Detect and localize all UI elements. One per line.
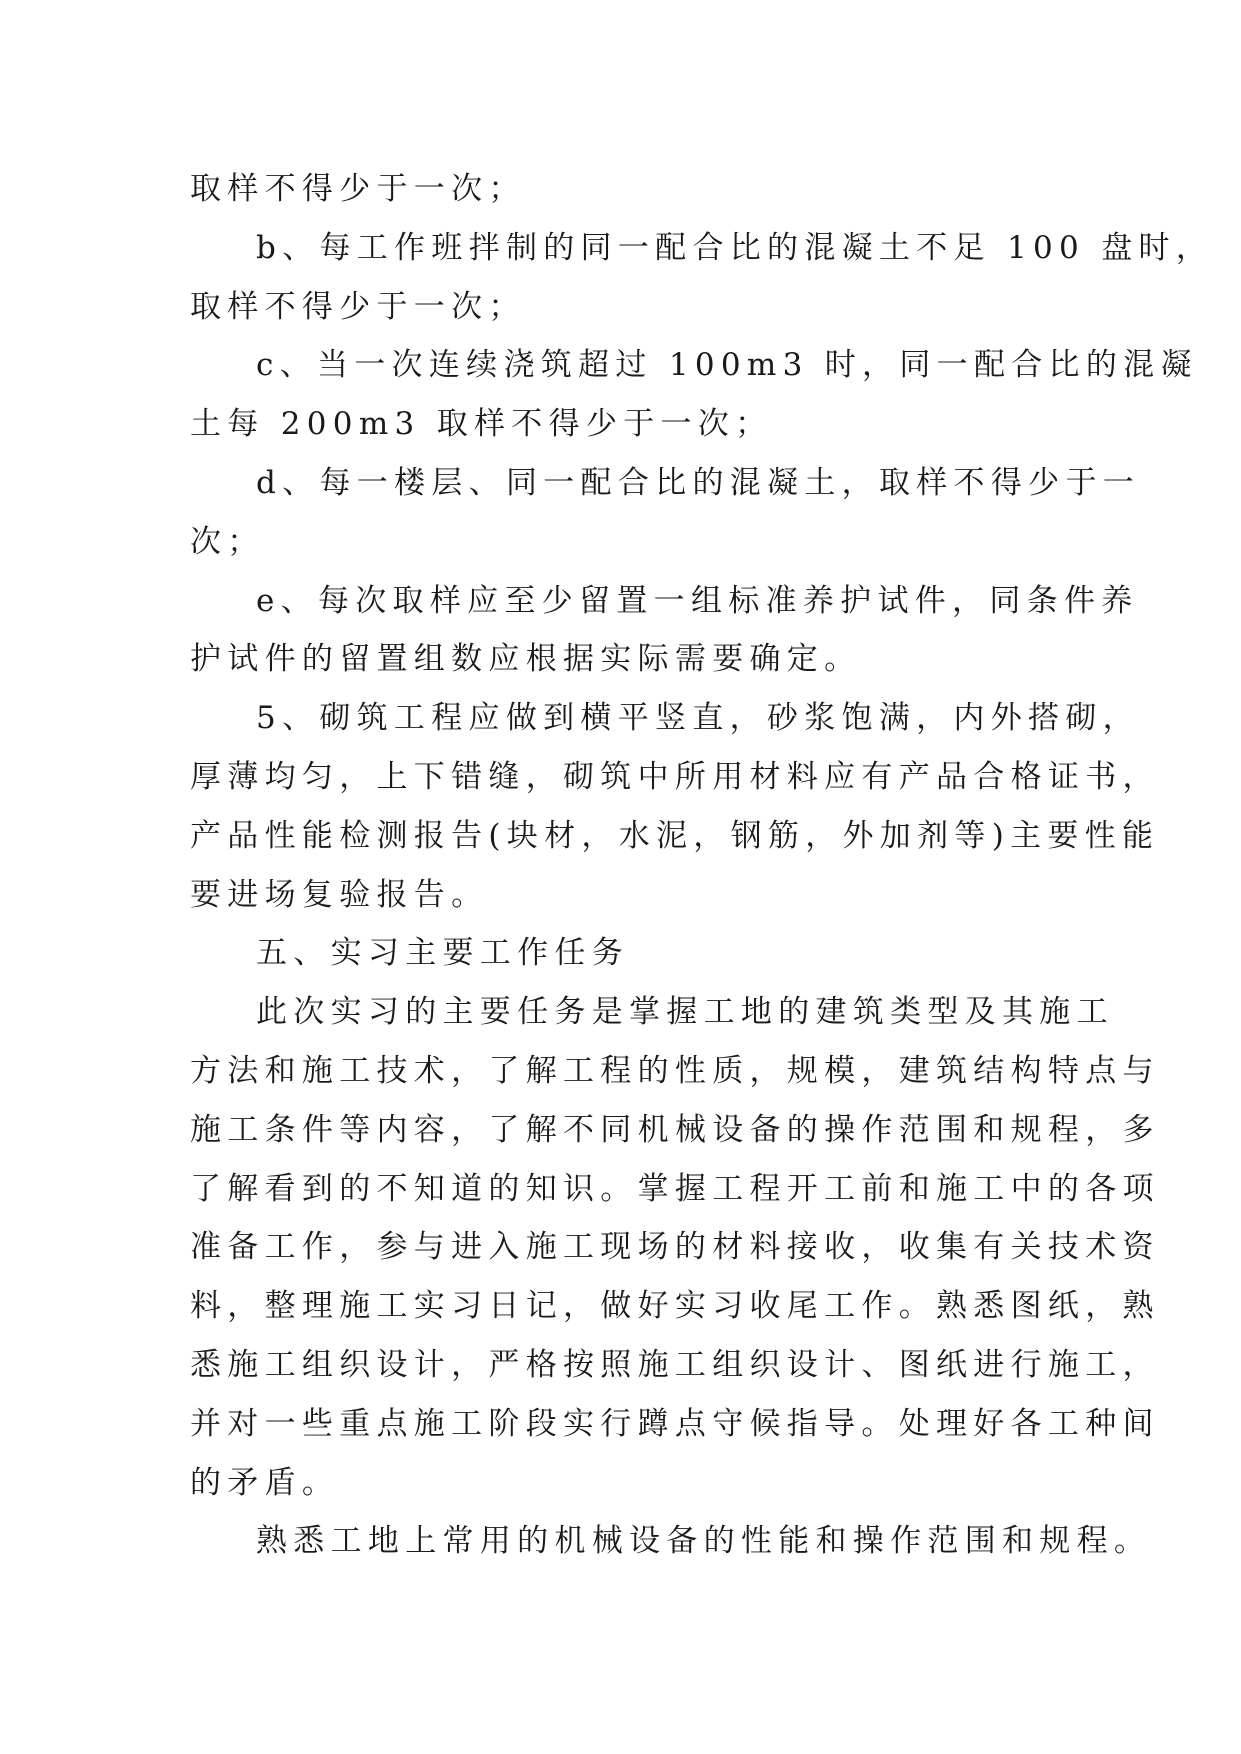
text-line: 取样不得少于一次； xyxy=(190,171,526,207)
text-line: 此次实习的主要任务是掌握工地的建筑类型及其施工 xyxy=(256,994,1114,1031)
text-line: 施工条件等内容，了解不同机械设备的操作范围和规程，多 xyxy=(190,1111,1160,1148)
text-line: 厚薄均匀，上下错缝，砌筑中所用材料应有产品合格证书， xyxy=(190,758,1160,795)
text-line: 熟悉工地上常用的机械设备的性能和操作范围和规程。 xyxy=(256,1523,1152,1560)
text-line: 悉施工组织设计，严格按照施工组织设计、图纸进行施工， xyxy=(190,1346,1160,1383)
section-heading: 五、实习主要工作任务 xyxy=(256,935,629,972)
text-line: 产品性能检测报告(块材，水泥，钢筋，外加剂等)主要性能 xyxy=(190,817,1160,854)
text-line: d、每一楼层、同一配合比的混凝土，取样不得少于一 xyxy=(256,464,1141,501)
document-body xyxy=(190,160,1214,1571)
text-line: b、每工作班拌制的同一配合比的混凝土不足 100 盘时， xyxy=(256,229,1214,266)
text-line: 护试件的留置组数应根据实际需要确定。 xyxy=(190,641,862,678)
text-line: 取样不得少于一次； xyxy=(190,288,526,325)
text-line: 并对一些重点施工阶段实行蹲点守候指导。处理好各工种间 xyxy=(190,1405,1160,1442)
text-line: 料，整理施工实习日记，做好实习收尾工作。熟悉图纸，熟 xyxy=(190,1288,1160,1325)
text-line: c、当一次连续浇筑超过 100m3 时，同一配合比的混凝 xyxy=(256,347,1198,384)
text-line: 准备工作，参与进入施工现场的材料接收，收集有关技术资 xyxy=(190,1229,1160,1266)
text-line: 土每 200m3 取样不得少于一次； xyxy=(190,406,773,443)
text-line: 5、砌筑工程应做到横平竖直，砂浆饱满，内外搭砌， xyxy=(256,700,1140,737)
text-line: 方法和施工技术，了解工程的性质，规模，建筑结构特点与 xyxy=(190,1052,1160,1089)
text-line: 的矛盾。 xyxy=(190,1464,340,1501)
text-line: 次； xyxy=(190,523,265,560)
text-line: 了解看到的不知道的知识。掌握工程开工前和施工中的各项 xyxy=(190,1170,1160,1207)
text-line: e、每次取样应至少留置一组标准养护试件，同条件养 xyxy=(256,582,1139,619)
text-line: 要进场复验报告。 xyxy=(190,876,489,913)
